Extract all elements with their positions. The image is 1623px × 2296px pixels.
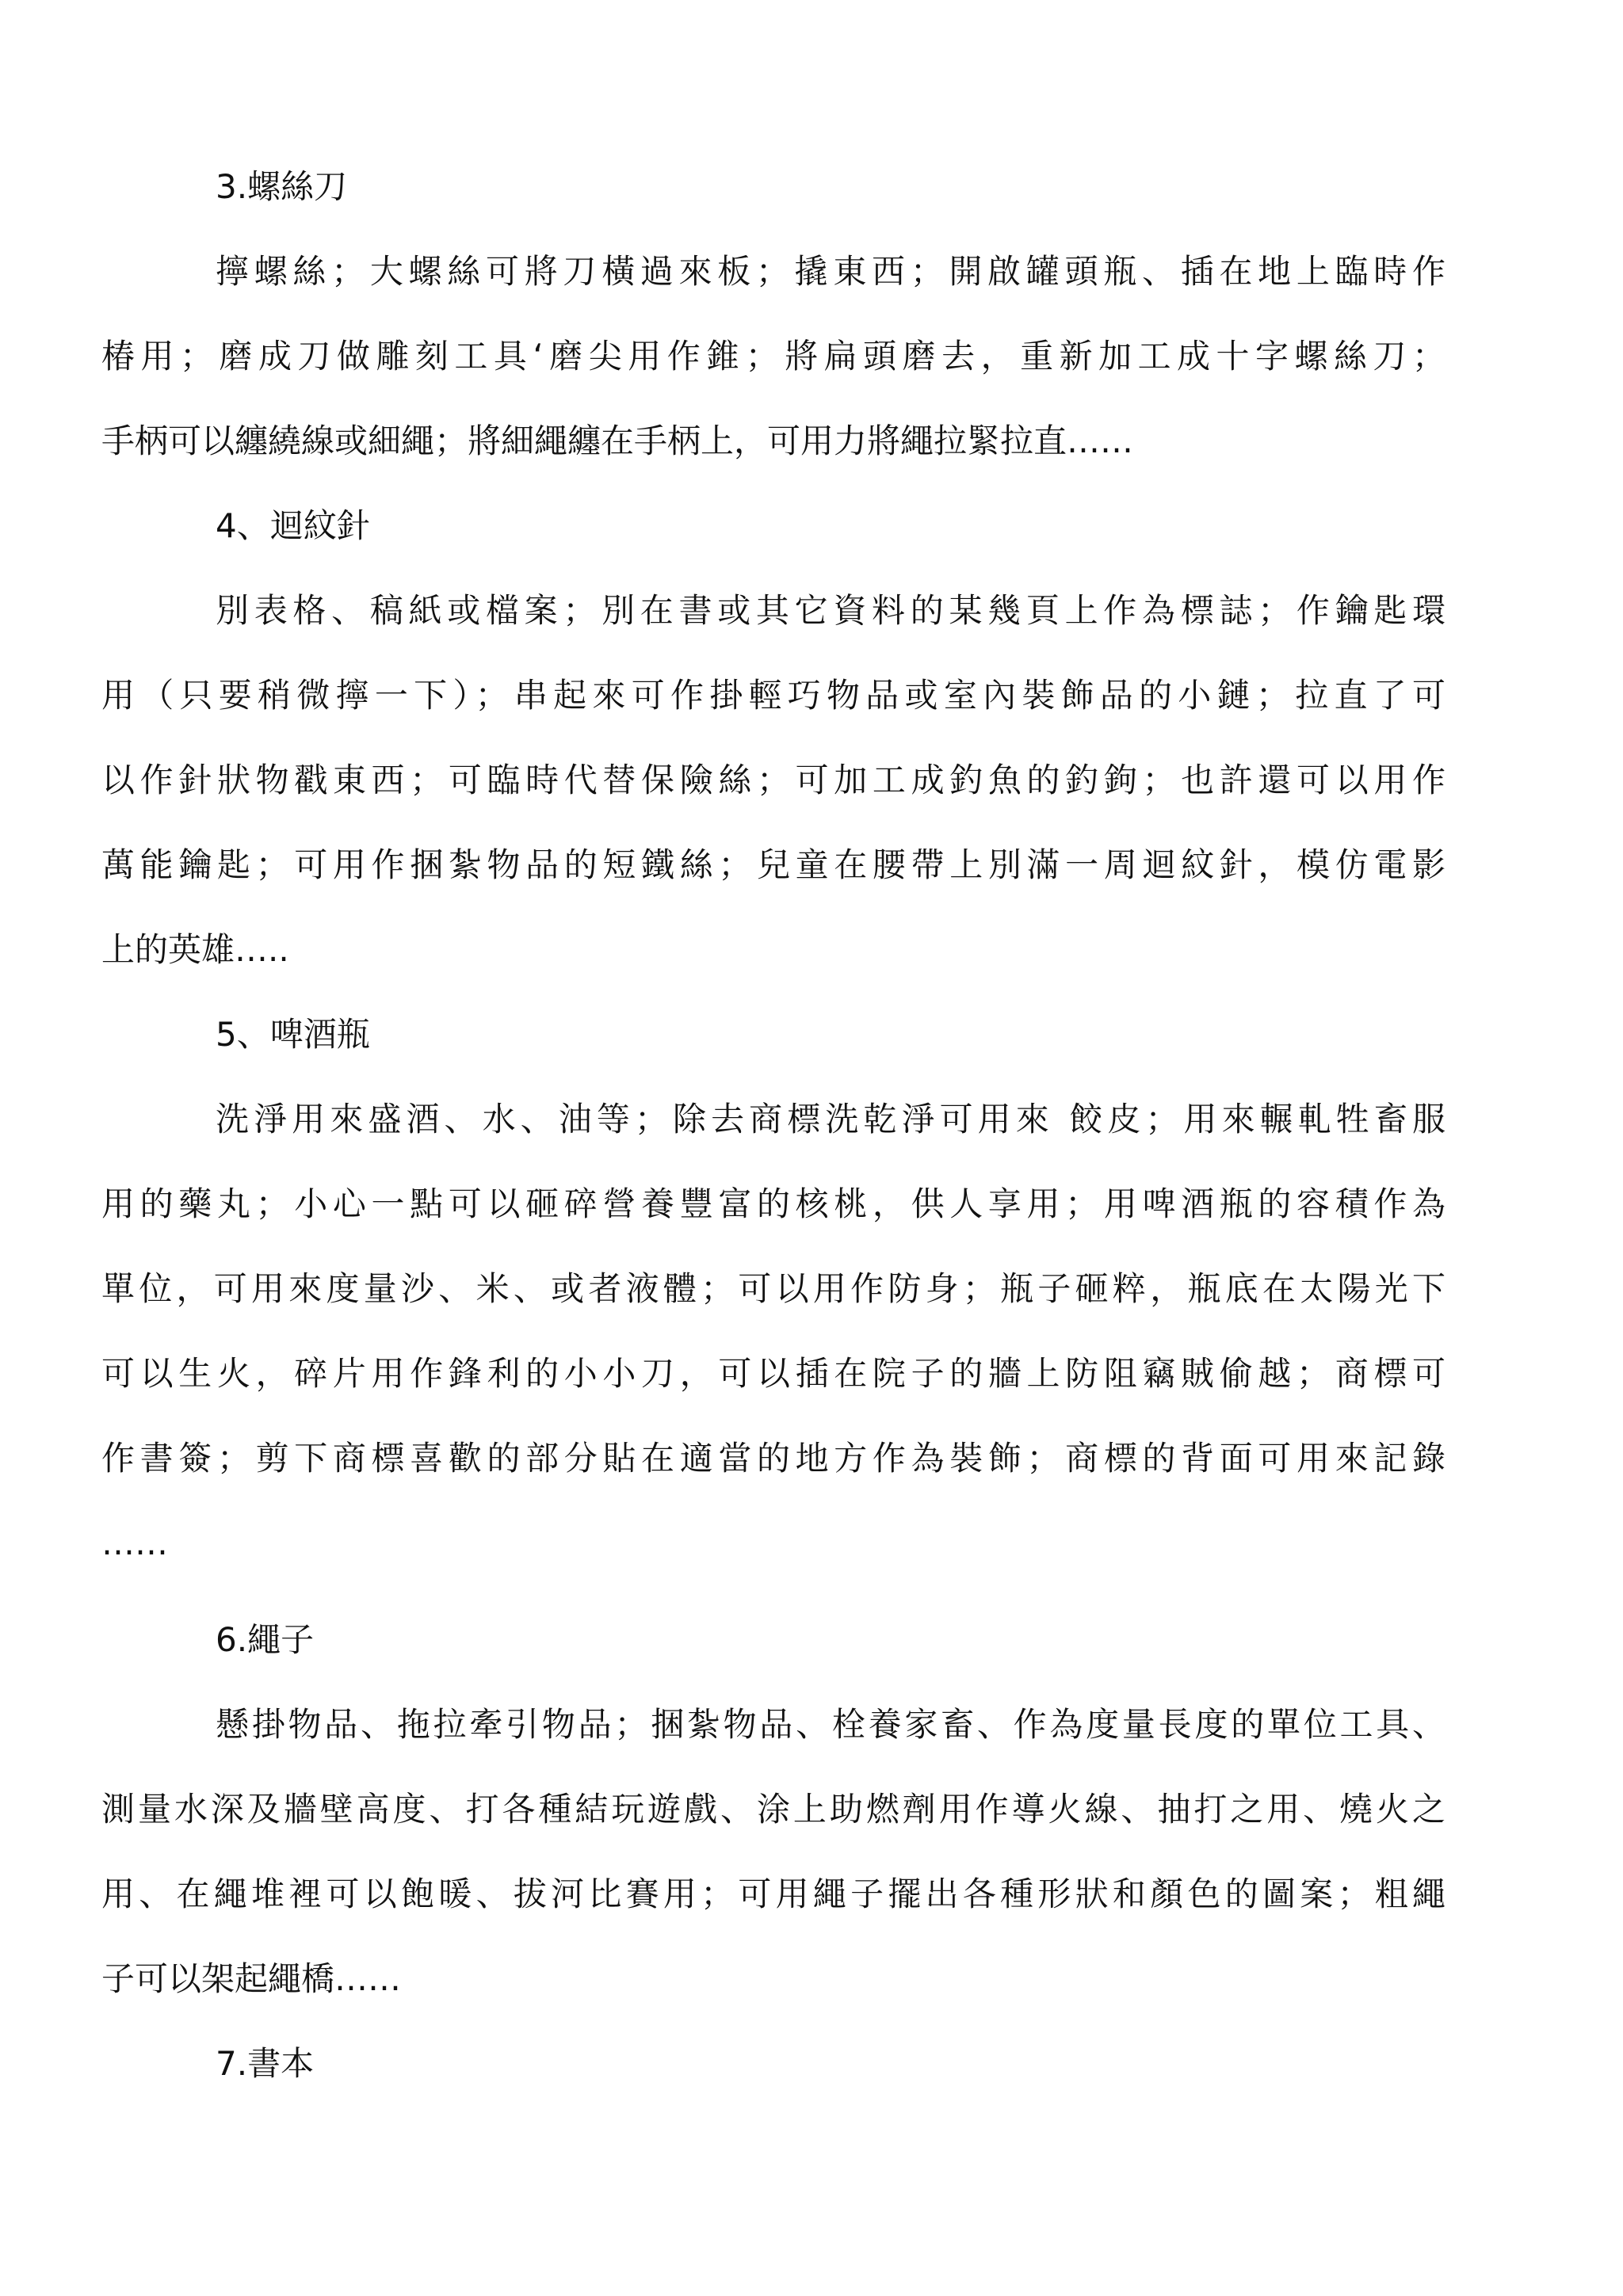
paragraph-line: 用、在繩堆裡可以飽暖、拔河比賽用；可用繩子擺出各種形狀和顏色的圖案；粗繩	[101, 1875, 1445, 1913]
paragraph-line: 作書簽；剪下商標喜歡的部分貼在適當的地方作為裝飾；商標的背面可用來記錄	[101, 1439, 1445, 1478]
section-heading: 5、啤酒瓶	[216, 1015, 370, 1054]
paragraph-line: 用的藥丸；小心一點可以砸碎營養豐富的核桃，供人享用；用啤酒瓶的容積作為	[101, 1184, 1445, 1223]
paragraph-line: 上的英雄…..	[101, 930, 289, 969]
paragraph-line: 單位，可用來度量沙、米、或者液體；可以用作防身；瓶子砸粹，瓶底在太陽光下	[101, 1269, 1445, 1308]
paragraph-line: 以作針狀物戳東西；可臨時代替保險絲；可加工成釣魚的釣鉤；也許還可以用作	[101, 761, 1445, 799]
paragraph-line: 子可以架起繩橋……	[101, 1959, 402, 1998]
paragraph-line: 洗淨用來盛酒、水、油等；除去商標洗乾淨可用來 餃皮；用來輾軋牲畜服	[216, 1100, 1445, 1138]
paragraph-line: ……	[101, 1524, 168, 1562]
paragraph-line: 萬能鑰匙；可用作捆紮物品的短鐵絲；兒童在腰帶上別滿一周迴紋針，模仿電影	[101, 845, 1445, 884]
paragraph-line: 手柄可以纏繞線或細繩；將細繩纏在手柄上，可用力將繩拉緊拉直……	[101, 421, 1134, 460]
paragraph-line: 懸掛物品、拖拉牽引物品；捆紮物品、栓養家畜、作為度量長度的單位工具、	[216, 1705, 1445, 1744]
section-heading: 7.書本	[216, 2044, 315, 2083]
paragraph-line: 椿用；磨成刀做雕刻工具‘磨尖用作錐；將扁頭磨去，重新加工成十字螺絲刀；	[101, 337, 1445, 376]
paragraph-line: 擰螺絲；大螺絲可將刀橫過來板；撬東西；開啟罐頭瓶、插在地上臨時作	[216, 252, 1445, 291]
paragraph-line: 用（只要稍微擰一下）；串起來可作掛輕巧物品或室內裝飾品的小鏈；拉直了可	[101, 676, 1445, 715]
section-heading: 4、迴紋針	[216, 506, 370, 545]
paragraph-line: 測量水深及牆壁高度、打各種結玩遊戲、涂上助燃劑用作導火線、抽打之用、燒火之	[101, 1790, 1445, 1829]
section-heading: 6.繩子	[216, 1620, 315, 1659]
paragraph-line: 可以生火，碎片用作鋒利的小小刀，可以插在院子的牆上防阻竊賊偷越；商標可	[101, 1354, 1445, 1393]
section-heading: 3.螺絲刀	[216, 167, 348, 206]
paragraph-line: 別表格、稿紙或檔案；別在書或其它資料的某幾頁上作為標誌；作鑰匙環	[216, 591, 1445, 630]
